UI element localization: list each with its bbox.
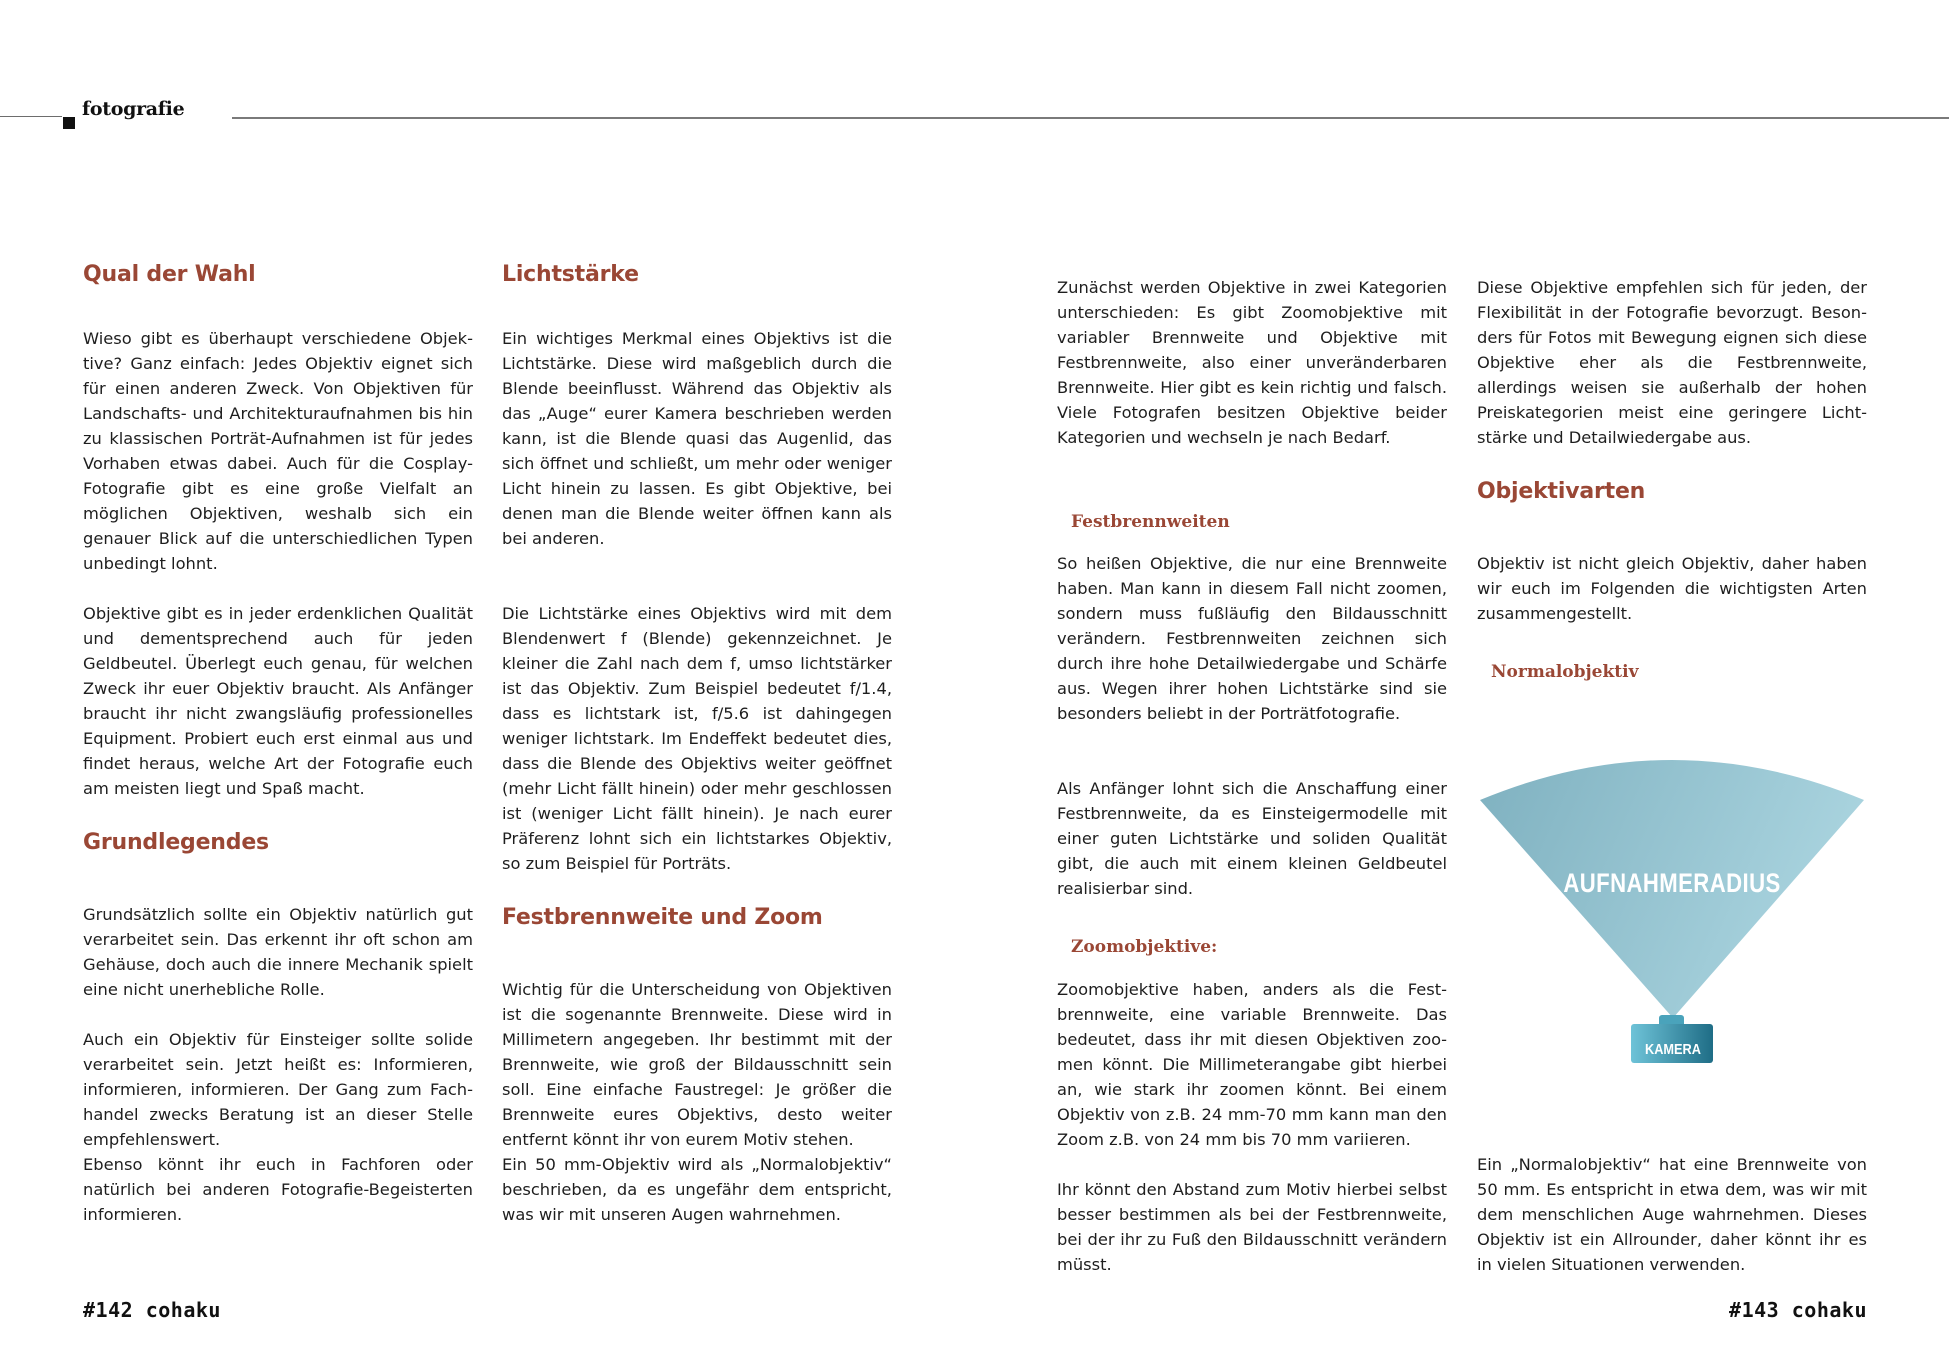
subsection-heading: Festbrennweiten bbox=[1071, 512, 1230, 532]
field-of-view-diagram bbox=[1477, 750, 1867, 1080]
paragraph: Ihr könnt den Abstand zum Motiv hierbei selbst besser bestimmen als bei der Festbrennweite, bei der ihr zu Fuß den Bildausschnitt verändern müsst. bbox=[1057, 1180, 1447, 1274]
subsection-heading: Zoomobjektive: bbox=[1071, 937, 1218, 957]
paragraph: Zunächst werden Objektive in zwei Kategorien unterschieden: Es gibt Zoomobjektive mit variabler Brennweite und Objektive mit Festbrennweite, also einer unveränderbaren Brennweite. Hier gibt es kein richtig und falsch. Viele Fotografen besitzen Objektive beider Kategorien und wechseln je nach Bedarf. bbox=[1057, 278, 1447, 447]
fan-illustration bbox=[1477, 750, 1867, 1080]
paragraph: Ein „Normalobjektiv“ hat eine Brennweite von 50 mm. Es entspricht in etwa dem, was wir mit dem menschlichen Auge wahrnehmen. Dieses Objektiv ist ein Allrounder, daher könnt ihr es in vielen Situationen verwenden. bbox=[1477, 1155, 1867, 1274]
section-heading: Lichtstärke bbox=[502, 262, 639, 287]
paragraph: So heißen Objektive, die nur eine Brennweite haben. Man kann in diesem Fall nicht zoomen, sondern muss fußläufig den Bildausschnitt verändern. Festbrennweiten zeichnen sich durch ihre hohe Detailwiedergabe und Schärfe aus. Wegen ihrer hohen Lichtstärke sind sie besonders beliebt in der Porträtfotografie. bbox=[1057, 554, 1447, 723]
capture-radius-label: AUFNAHMERADIUS bbox=[1563, 868, 1781, 898]
paragraph: Als Anfänger lohnt sich die Anschaffung einer Festbrennweite, da es Einsteigermodelle mit einer guten Lichtstärke und soliden Qualität gibt, die auch mit einem kleinen Geldbeutel realisierbar sind. bbox=[1057, 779, 1447, 898]
paragraph: Zoomobjektive haben, anders als die Festbrennweite, eine variable Brennweite. Das bedeutet, dass ihr mit diesen Objektiven zoomen könnt. Die Millimeterangabe gibt hierbei an, wie stark ihr zoomen könnt. Bei einem Objektiv von z.B. 24 mm-70 mm kann man den Zoom z.B. von 24 mm bis 70 mm variieren. bbox=[1057, 980, 1447, 1149]
section-heading: Grundlegendes bbox=[83, 830, 269, 855]
header-square-marker bbox=[63, 117, 75, 129]
paragraph: Ein wichtiges Merkmal eines Objektivs ist die Lichtstärke. Diese wird maßgeblich durch die Blende beeinflusst. Während das Objektiv als das „Auge“ eurer Kamera beschrieben werden kann, ist die Blende quasi das Augenlid, das sich öffnet und schließt, um mehr oder weniger Licht hinein zu lassen. Es gibt Objektive, bei denen man die Blende weiter öffnen kann als bei anderen. bbox=[502, 329, 892, 548]
paragraph: Diese Objektive empfehlen sich für jeden, der Flexibilität in der Fotografie bevorzugt. Besonders für Fotos mit Bewegung eignen sich diese Objektive eher als die Festbrennweite, allerdings weisen sie außerhalb der hohen Preiskategorien meist eine geringere Lichtstärke und Detailwiedergabe aus. bbox=[1477, 278, 1867, 447]
section-heading: Objektivarten bbox=[1477, 479, 1646, 504]
paragraph: Die Lichtstärke eines Objektivs wird mit dem Blendenwert f (Blende) gekennzeichnet. Je kleiner die Zahl nach dem f, umso lichtstärker ist das Objektiv. Zum Beispiel bedeutet f/1.4, dass es lichtstark ist, f/5.6 ist dahingegen weniger lichtstark. Im Endeffekt bedeutet dies, dass die Blende des Objektivs weiter geöffnet (mehr Licht fällt hinein) oder mehr geschlossen ist (weniger Licht fällt hinein). Je nach eurer Präferenz lohnt sich ein lichtstarkes Objektiv, so zum Beispiel für Porträts. bbox=[502, 604, 892, 873]
paragraph: Ebenso könnt ihr euch in Fachforen oder natürlich bei anderen Fotografie-Begeisterten informieren. bbox=[83, 1155, 473, 1224]
page-number-left: #142 cohaku bbox=[83, 1298, 221, 1322]
page-number-right: #143 cohaku bbox=[1729, 1298, 1867, 1322]
paragraph: Objektive gibt es in jeder erdenklichen Qualität und dementsprechend auch für jeden Geldbeutel. Überlegt euch genau, für welchen Zweck ihr euer Objektiv braucht. Als Anfänger braucht ihr nicht zwangsläufig professionelles Equipment. Probiert euch erst einmal aus und findet heraus, welche Art der Fotografie euch am meisten liegt und Spaß macht. bbox=[83, 604, 473, 798]
paragraph: Auch ein Objektiv für Einsteiger sollte solide verarbeitet sein. Jetzt heißt es: Informieren, informieren, informieren. Der Gang zum Fachhandel zwecks Beratung ist an dieser Stelle empfehlenswert. bbox=[83, 1030, 473, 1149]
paragraph: Grundsätzlich sollte ein Objektiv natürlich gut verarbeitet sein. Das erkennt ihr oft schon am Gehäuse, doch auch die innere Mechanik spielt eine nicht unerhebliche Rolle. bbox=[83, 905, 473, 999]
section-heading: Qual der Wahl bbox=[83, 262, 256, 287]
section-heading: Festbrennweite und Zoom bbox=[502, 905, 823, 930]
header-rule-right bbox=[232, 117, 1949, 119]
paragraph: Wieso gibt es überhaupt verschiedene Objektive? Ganz einfach: Jedes Objektiv eignet sich für einen anderen Zweck. Von Objektiven für Landschafts- und Architekturaufnahmen bis hin zu klassischen Porträt-Aufnahmen ist für jedes Vorhaben etwas dabei. Auch für die Cosplay-Fotografie gibt es eine große Vielfalt an möglichen Objektiven, weshalb sich ein genauer Blick auf die unterschiedlichen Typen unbedingt lohnt. bbox=[83, 329, 473, 573]
section-title: fotografie bbox=[82, 98, 185, 120]
camera-label: KAMERA bbox=[1645, 1041, 1701, 1058]
header-rule-left bbox=[0, 116, 62, 117]
paragraph: Wichtig für die Unterscheidung von Objektiven ist die sogenannte Brennweite. Diese wird in Millimetern angegeben. Ihr bestimmt mit der Brennweite, wie groß der Bildausschnitt sein soll. Eine einfache Faustregel: Je größer die Brennweite eures Objektivs, desto weiter entfernt könnt ihr von eurem Motiv stehen. bbox=[502, 980, 892, 1149]
subsection-heading: Normalobjektiv bbox=[1491, 662, 1639, 682]
paragraph: Ein 50 mm-Objektiv wird als „Normalobjektiv“ beschrieben, da es ungefähr dem entspricht, was wir mit unseren Augen wahrnehmen. bbox=[502, 1155, 892, 1224]
paragraph: Objektiv ist nicht gleich Objektiv, daher haben wir euch im Folgenden die wichtigsten Arten zusammengestellt. bbox=[1477, 554, 1867, 623]
